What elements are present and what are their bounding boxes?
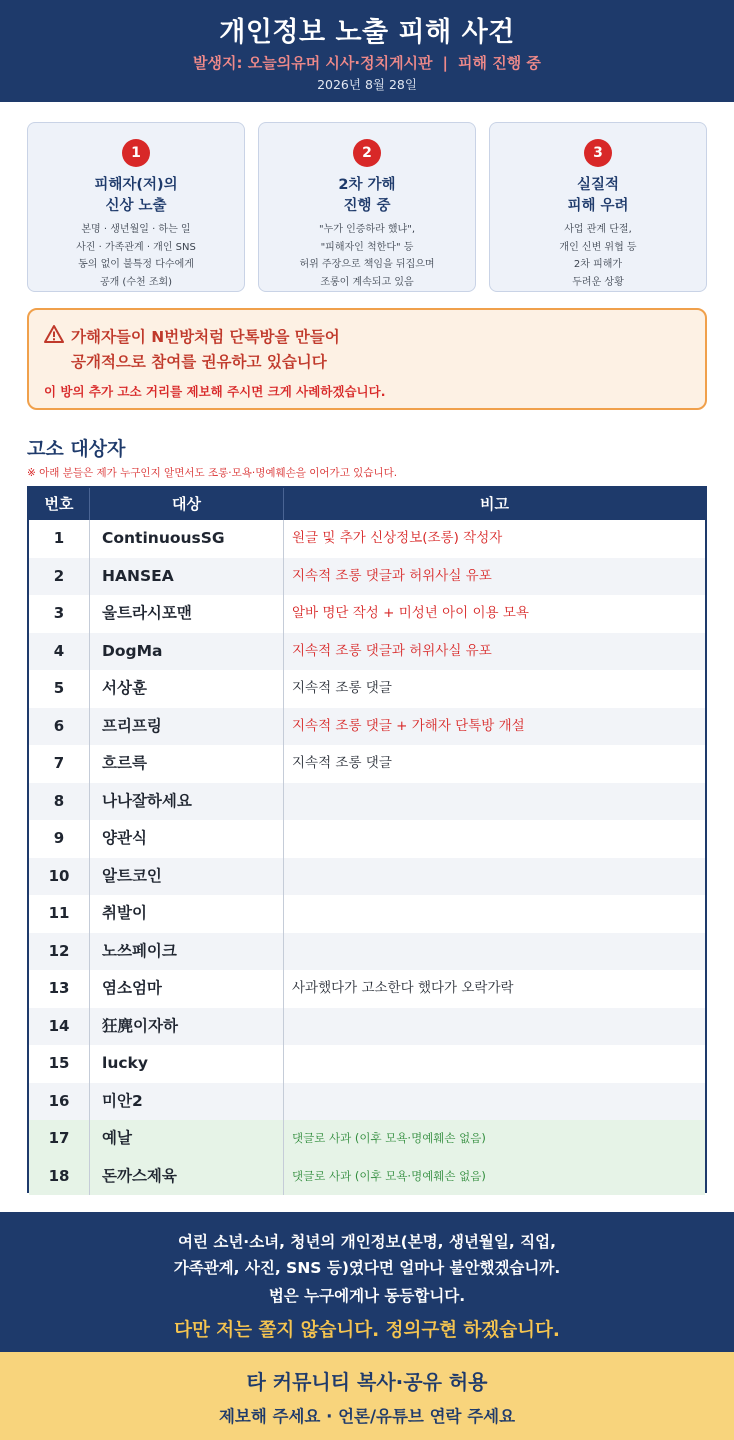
row-note <box>283 820 705 858</box>
card-title <box>28 175 244 217</box>
card-1 <box>27 122 245 292</box>
row-target: 프리프링 <box>89 708 283 746</box>
row-number: 8 <box>53 791 65 810</box>
footer-line-4: 다만 저는 쫄지 않습니다. 정의구현 하겠습니다. <box>174 1320 560 1341</box>
row-number: 12 <box>48 941 70 960</box>
card-title-line: 피해 우려 <box>567 198 629 214</box>
row-target: 양관식 <box>89 820 283 858</box>
section-title: 고소 대상자 <box>27 438 126 460</box>
header-banner <box>0 0 734 102</box>
card-body-line: 동의 없이 불특정 다수에게 <box>78 259 194 270</box>
table-row <box>29 783 705 821</box>
card-body <box>498 221 698 291</box>
table-row <box>29 1008 705 1046</box>
row-target: DogMa <box>89 633 283 671</box>
share-line-2: 제보해 주세요 · 언론/유튜브 연락 주세요 <box>218 1407 516 1426</box>
row-target: 나나잘하세요 <box>89 783 283 821</box>
row-note: 댓글로 사과 (이후 모욕·명예훼손 없음) <box>283 1158 705 1196</box>
row-target: 서상훈 <box>89 670 283 708</box>
card-body <box>267 221 467 291</box>
warning-line-2: 공개적으로 참여를 권유하고 있습니다 <box>71 353 327 371</box>
share-banner <box>0 1352 734 1440</box>
row-note <box>283 1045 705 1083</box>
card-title-line: 진행 중 <box>343 198 391 214</box>
row-number: 5 <box>53 679 65 697</box>
table-header <box>29 488 705 520</box>
row-number: 2 <box>53 566 65 585</box>
card-body-line: 개인 신변 위협 등 <box>559 241 637 253</box>
row-number: 17 <box>48 1129 70 1147</box>
row-number: 1 <box>53 529 65 547</box>
row-note <box>283 858 705 896</box>
table-row <box>29 1045 705 1083</box>
row-number: 13 <box>48 979 70 997</box>
card-body-line: 사업 관계 단절, <box>564 224 632 235</box>
footer-line-2: 가족관계, 사진, SNS 등)였다면 얼마나 불안했겠습니까. <box>173 1259 561 1277</box>
row-number: 3 <box>53 604 65 622</box>
card-body-line: 공개 (수천 조회) <box>99 276 173 288</box>
row-target: 狂麂이자하 <box>89 1008 283 1046</box>
page-title: 개인정보 노출 피해 사건 <box>219 17 515 48</box>
table-row <box>29 633 705 671</box>
card-title-line: 신상 노출 <box>105 198 167 214</box>
table-body <box>29 520 705 1195</box>
row-target: ContinuousSG <box>89 520 283 558</box>
card-body-line: "피해자인 척한다" 등 <box>320 241 414 253</box>
card-body-line: 허위 주장으로 책임을 뒤집으며 <box>299 259 435 270</box>
row-target: 미안2 <box>89 1083 283 1121</box>
card-title-line: 실질적 <box>576 177 620 193</box>
column-header-number: 번호 <box>44 495 74 513</box>
target-table <box>27 486 707 1193</box>
row-number: 7 <box>53 754 65 772</box>
row-target: 알트코인 <box>89 858 283 896</box>
card-3 <box>489 122 707 292</box>
date-text: 2026년 8월 28일 <box>317 77 417 92</box>
row-target: 염소엄마 <box>89 970 283 1008</box>
card-title-line: 피해자(저)의 <box>94 177 178 193</box>
table-row <box>29 558 705 596</box>
table-row <box>29 670 705 708</box>
location-text: 발생지: 오늘의유머 시사·정치게시판 <box>193 54 433 72</box>
row-number: 11 <box>48 904 70 922</box>
row-note <box>283 895 705 933</box>
row-number: 6 <box>53 716 65 735</box>
row-target: lucky <box>89 1045 283 1083</box>
meta-separator: | <box>442 54 449 72</box>
row-note <box>283 1008 705 1046</box>
row-note: 지속적 조롱 댓글과 허위사실 유포 <box>283 558 705 596</box>
table-row <box>29 1083 705 1121</box>
row-number: 4 <box>53 641 65 660</box>
footer-line-1: 여린 소년·소녀, 청년의 개인정보(본명, 생년월일, 직업, <box>178 1233 556 1251</box>
row-note: 알바 명단 작성 + 미성년 아이 이용 모욕 <box>283 595 705 633</box>
row-note <box>283 1083 705 1121</box>
card-body <box>36 221 236 291</box>
status-text: 피해 진행 중 <box>458 54 541 72</box>
row-target: 노쓰페이크 <box>89 933 283 971</box>
row-number: 16 <box>48 1091 70 1110</box>
card-2 <box>258 122 476 292</box>
column-header-note: 비고 <box>283 488 705 520</box>
card-body-line: "누가 인증하라 했냐", <box>318 224 415 235</box>
card-title <box>490 175 706 217</box>
row-number: 9 <box>53 829 65 847</box>
card-body-line: 본명 · 생년월일 · 하는 일 <box>81 224 191 235</box>
row-target: 예날 <box>89 1120 283 1158</box>
card-title-line: 2차 가해 <box>338 177 396 193</box>
row-number: 14 <box>48 1016 70 1035</box>
table-row <box>29 933 705 971</box>
warning-triangle-icon <box>44 324 64 344</box>
summary-cards <box>27 122 707 292</box>
row-target: HANSEA <box>89 558 283 596</box>
row-note: 지속적 조롱 댓글과 허위사실 유포 <box>283 633 705 671</box>
card-number-badge: 1 <box>122 139 150 167</box>
row-note: 원글 및 추가 신상정보(조롱) 작성자 <box>283 520 705 558</box>
table-row <box>29 820 705 858</box>
row-target: 울트라시포맨 <box>89 595 283 633</box>
table-row <box>29 858 705 896</box>
table-row <box>29 1158 705 1196</box>
card-body-line: 조롱이 계속되고 있음 <box>320 276 414 288</box>
row-number: 15 <box>48 1054 70 1072</box>
row-note: 댓글로 사과 (이후 모욕·명예훼손 없음) <box>283 1120 705 1158</box>
row-note: 사과했다가 고소한다 했다가 오락가락 <box>283 970 705 1008</box>
table-row <box>29 520 705 558</box>
card-number-badge: 3 <box>584 139 612 167</box>
row-number: 18 <box>48 1166 70 1185</box>
table-row <box>29 1120 705 1158</box>
table-row <box>29 970 705 1008</box>
row-note: 지속적 조롱 댓글 <box>283 745 705 783</box>
section-note: ※ 아래 분들은 제가 누구인지 알면서도 조롱·모욕·명예훼손을 이어가고 있습니다. <box>27 467 398 479</box>
warning-box <box>27 308 707 410</box>
table-row <box>29 895 705 933</box>
row-target: 돈까스제육 <box>89 1158 283 1196</box>
row-note <box>283 783 705 821</box>
card-number-badge: 2 <box>353 139 381 167</box>
table-row <box>29 708 705 746</box>
row-target: 흐르륵 <box>89 745 283 783</box>
warning-line-1: 가해자들이 N번방처럼 단톡방을 만들어 <box>71 328 340 346</box>
row-note: 지속적 조롱 댓글 <box>283 670 705 708</box>
column-header-target: 대상 <box>89 488 283 520</box>
row-note <box>283 933 705 971</box>
table-row <box>29 595 705 633</box>
row-target: 취발이 <box>89 895 283 933</box>
card-body-line: 사진 · 가족관계 · 개인 SNS <box>76 241 196 253</box>
share-line-1: 타 커뮤니티 복사·공유 허용 <box>246 1370 488 1394</box>
table-row <box>29 745 705 783</box>
row-note: 지속적 조롱 댓글 + 가해자 단톡방 개설 <box>283 708 705 746</box>
card-title <box>259 175 475 217</box>
row-number: 10 <box>48 866 70 885</box>
header-meta <box>0 52 734 73</box>
footer-message <box>0 1212 734 1352</box>
card-body-line: 두려운 상황 <box>572 276 624 288</box>
card-body-line: 2차 피해가 <box>573 259 623 270</box>
warning-line-3: 이 방의 추가 고소 거리를 제보해 주시면 크게 사례하겠습니다. <box>44 384 386 399</box>
footer-line-3: 법은 누구에게나 동등합니다. <box>268 1287 466 1305</box>
